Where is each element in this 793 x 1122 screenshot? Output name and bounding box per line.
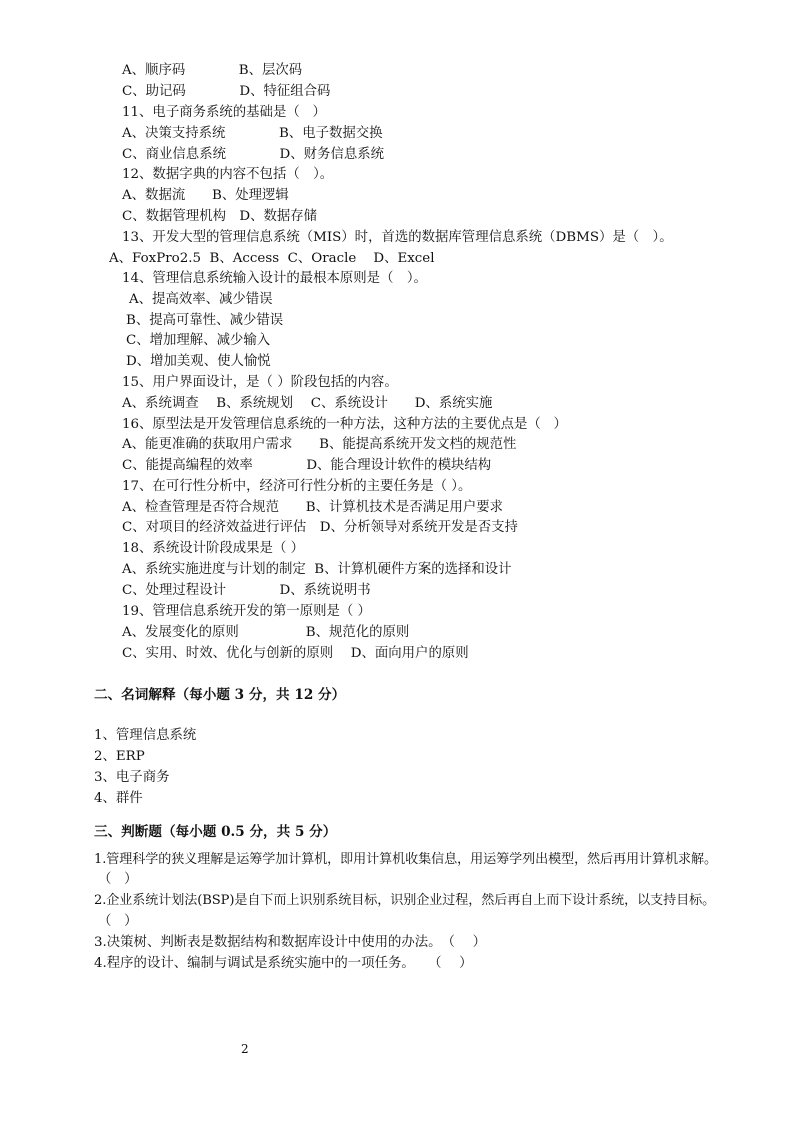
q11-options-cd: C、商业信息系统 D、财务信息系统 <box>122 147 385 162</box>
q11-options-ab: A、决策支持系统 B、电子数据交换 <box>122 126 383 141</box>
question-18: 18、系统设计阶段成果是（ ） <box>122 541 304 556</box>
question-12: 12、数据字典的内容不包括（ ）。 <box>122 167 334 182</box>
q14-option-b: B、提高可靠性、减少错误 <box>126 313 284 328</box>
q18-options-ab: A、系统实施进度与计划的制定 B、计算机硬件方案的选择和设计 <box>122 562 512 577</box>
q14-option-a: A、提高效率、减少错误 <box>129 292 273 307</box>
q16-options-cd: C、能提高编程的效率 D、能合理设计软件的模块结构 <box>122 458 492 473</box>
q15-options: A、系统调查 B、系统规划 C、系统设计 D、系统实施 <box>122 396 493 411</box>
term-2: 2、ERP <box>94 749 145 764</box>
question-15: 15、用户界面设计，是（ ）阶段包括的内容。 <box>122 375 398 390</box>
question-11: 11、电子商务系统的基础是（ ） <box>122 105 326 120</box>
q12-options-ab: A、数据流 B、处理逻辑 <box>122 188 289 203</box>
question-14: 14、管理信息系统输入设计的最根本原则是（ ）。 <box>122 271 427 286</box>
page-number: 2 <box>241 1042 249 1056</box>
q10-options-cd: C、助记码 D、特征组合码 <box>122 84 331 99</box>
question-13: 13、开发大型的管理信息系统（MIS）时，首选的数据库管理信息系统（DBMS）是（ ）。 <box>122 230 673 245</box>
q16-options-ab: A、能更准确的获取用户需求 B、能提高系统开发文档的规范性 <box>122 437 517 452</box>
section-3-heading: 三、判断题（每小题 0.5 分，共 5 分） <box>94 824 337 840</box>
true-false-2: 2.企业系统计划法(BSP)是自下而上识别系统目标，识别企业过程，然后再自上而下设计系统，以支持目标。 <box>94 893 716 908</box>
term-3: 3、电子商务 <box>94 770 170 785</box>
true-false-2-paren: （ ） <box>98 914 138 929</box>
q19-options-cd: C、实用、时效、优化与创新的原则 D、面向用户的原则 <box>122 646 469 661</box>
true-false-1: 1.管理科学的狭义理解是运筹学加计算机，即用计算机收集信息，用运筹学列出模型，然后再用计算机求解。 <box>94 852 717 867</box>
q14-option-c: C、增加理解、减少输入 <box>126 333 271 348</box>
true-false-3: 3.决策树、判断表是数据结构和数据库设计中使用的办法。 （ ） <box>94 935 486 950</box>
section-2-heading: 二、名词解释（每小题 3 分，共 12 分） <box>94 687 346 703</box>
q14-option-d: D、增加美观、使人愉悦 <box>126 354 271 369</box>
q13-options: A、FoxPro2.5 B、Access C、Oracle D、Excel <box>109 251 435 266</box>
q10-options-ab: A、顺序码 B、层次码 <box>122 63 303 78</box>
question-17: 17、在可行性分析中，经济可行性分析的主要任务是（ ）。 <box>122 479 472 494</box>
q12-options-cd: C、数据管理机构 D、数据存储 <box>122 209 318 224</box>
question-19: 19、管理信息系统开发的第一原则是（ ） <box>122 604 371 619</box>
q17-options-cd: C、对项目的经济效益进行评估 D、分析领导对系统开发是否支持 <box>122 520 518 535</box>
q19-options-ab: A、发展变化的原则 B、规范化的原则 <box>122 625 410 640</box>
q17-options-ab: A、检查管理是否符合规范 B、计算机技术是否满足用户要求 <box>122 500 504 515</box>
question-16: 16、原型法是开发管理信息系统的一种方法，这种方法的主要优点是（ ） <box>122 417 567 432</box>
true-false-4: 4.程序的设计、编制与调试是系统实施中的一项任务。 （ ） <box>94 956 473 971</box>
term-1: 1、管理信息系统 <box>94 728 197 743</box>
true-false-1-paren: （ ） <box>98 872 138 887</box>
q18-options-cd: C、处理过程设计 D、系统说明书 <box>122 583 371 598</box>
term-4: 4、群件 <box>94 791 143 806</box>
